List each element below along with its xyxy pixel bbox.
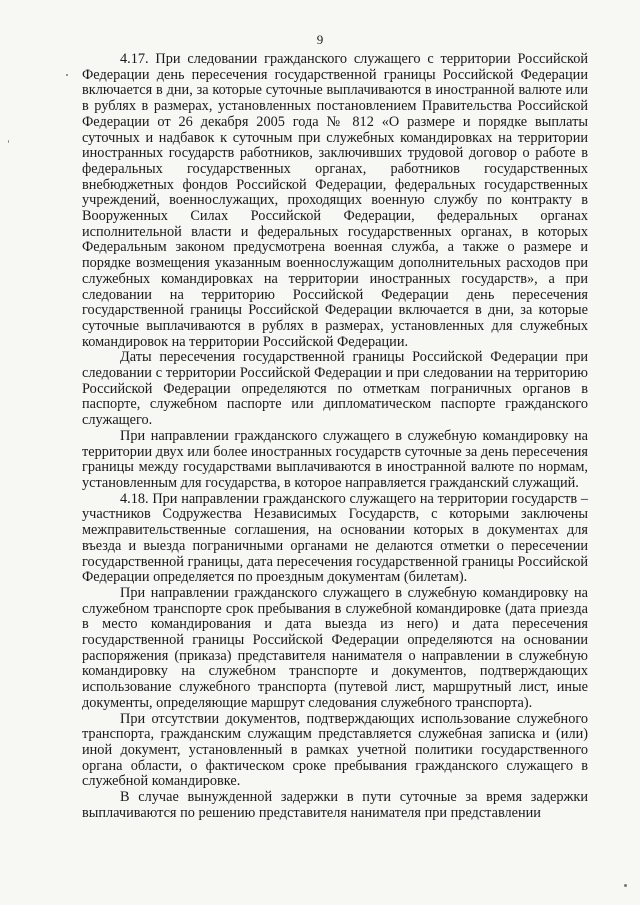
paragraph-official-transport: При направлении гражданского служащего в служебную командировку на служебном транспорте срок пребывания в служебной командировке (дата приезда в место командирования и дата выезда из него) и дата пересечения государственной границы Российской Федерации определяются на основании распоряжения (приказа) представителя нанимателя о направлении в служебную командировку на служебном транспорте и документов, подтверждающих использование служебного транспорта (путевой лист, маршрутный лист, иные документы, определяющие маршрут следования служебного транспорта). xyxy=(82,584,588,711)
paragraph-forced-delay: В случае вынужденной задержки в пути суточные за время задержки выплачиваются по решению представителя нанимателя при представлении xyxy=(82,789,588,821)
document-body xyxy=(82,52,588,821)
paragraph-border-crossing-dates: Даты пересечения государственной границы Российской Федерации при следовании с территории Российской Федерации и при следовании на территорию Российской Федерации определяются по отметкам пограничных органов в паспорте, служебном паспорте или дипломатическом паспорте гражданского служащего. xyxy=(82,349,588,429)
paragraph-multiple-states: При направлении гражданского служащего в служебную командировку на территории двух или более иностранных государств суточные за день пересечения границы между государствами выплачиваются в иностранной валюте по нормам, установленным для государства, в которое направляется гражданский служащий. xyxy=(82,427,588,491)
scan-speck xyxy=(8,140,9,143)
paragraph-4-18: 4.18. При направлении гражданского служащего на территории государств – участников Содружества Независимых Государств, с которыми заключены межправительственные соглашения, на основании которых в документах для въезда и выезда пограничными органами не делаются отметки о пересечении государственной границы, дата пересечения государственной границы Российской Федерации определяется по проездным документам (билетам). xyxy=(82,490,588,586)
paragraph-missing-documents: При отсутствии документов, подтверждающих использование служебного транспорта, гражданским служащим представляется служебная записка и (или) иной документ, установленный в рамках учетной политики государственного органа области, о фактическом сроке пребывания гражданского служащего в служебной командировке. xyxy=(82,710,588,790)
scan-speck xyxy=(66,74,68,76)
scan-speck xyxy=(624,884,627,887)
paragraph-4-17: 4.17. При следовании гражданского служащего с территории Российской Федерации день пересечения государственной границы Российской Федерации включается в дни, за которые суточные выплачиваются в иностранной валюте или в рублях в размерах, установленных постановлением Правительства Российской Федерации от 26 декабря 2005 года № 812 «О размере и порядке выплаты суточных и надбавок к суточным при служебных командировках на территории иностранных государств работников, заключивших трудовой договор о работе в федеральных государственных органах, работников государственных внебюджетных фондов Российской Федерации, федеральных государственных учреждений, военнослужащих, проходящих военную службу по контракту в Вооруженных Силах Российской Федерации, федеральных органах исполнительной власти и федеральных государственных органах, в которых Федеральным законом предусмотрена военная служба, а также о размере и порядке возмещения указанным военнослужащим дополнительных расходов при служебных командировках на территории иностранных государств», а при следовании на территорию Российской Федерации день пересечения государственной границы Российской Федерации включается в дни, за которые суточные выплачиваются в рублях в размерах, установленных для служебных командировок на территории Российской Федерации. xyxy=(82,51,588,350)
page-number: 9 xyxy=(316,32,324,47)
